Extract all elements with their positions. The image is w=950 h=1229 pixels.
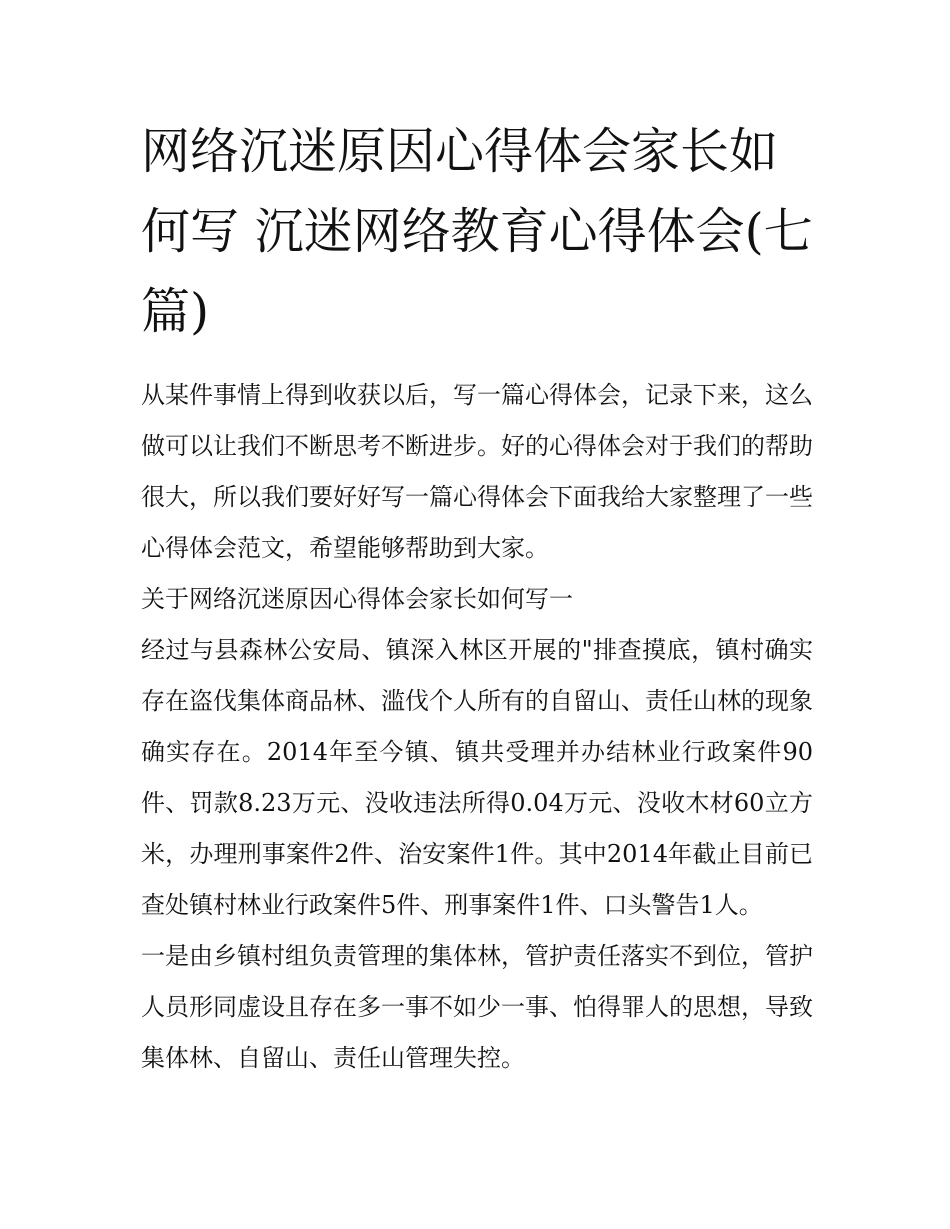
section-heading: 关于网络沉迷原因心得体会家长如何写一 [141,585,573,613]
document-body [141,370,813,1084]
paragraph-investigation: 经过与县森林公安局、镇深入林区开展的"排查摸底，镇村确实存在盗伐集体商品林、滥伐个人所有的自留山、责任山林的现象确实存在。2014年至今镇、镇共受理并办结林业行政案件90件、罚款8.23万元、没收违法所得0.04万元、没收木材60立方米，办理刑事案件2件、治安案件1件。其中2014年截止目前已查处镇村林业行政案件5件、刑事案件1件、口头警告1人。 [141,636,813,919]
document-title: 网络沉迷原因心得体会家长如何写 沉迷网络教育心得体会(七篇) [141,123,813,340]
paragraph-intro: 从某件事情上得到收获以后，写一篇心得体会，记录下来，这么做可以让我们不断思考不断进步。好的心得体会对于我们的帮助很大，所以我们要好好写一篇心得体会下面我给大家整理了一些心得体会范文，希望能够帮助到大家。 [141,381,813,562]
document-content [141,112,813,1084]
paragraph-issue-one: 一是由乡镇村组负责管理的集体林，管护责任落实不到位，管护人员形同虚设且存在多一事不如少一事、怕得罪人的思想，导致集体林、自留山、责任山管理失控。 [141,942,813,1072]
